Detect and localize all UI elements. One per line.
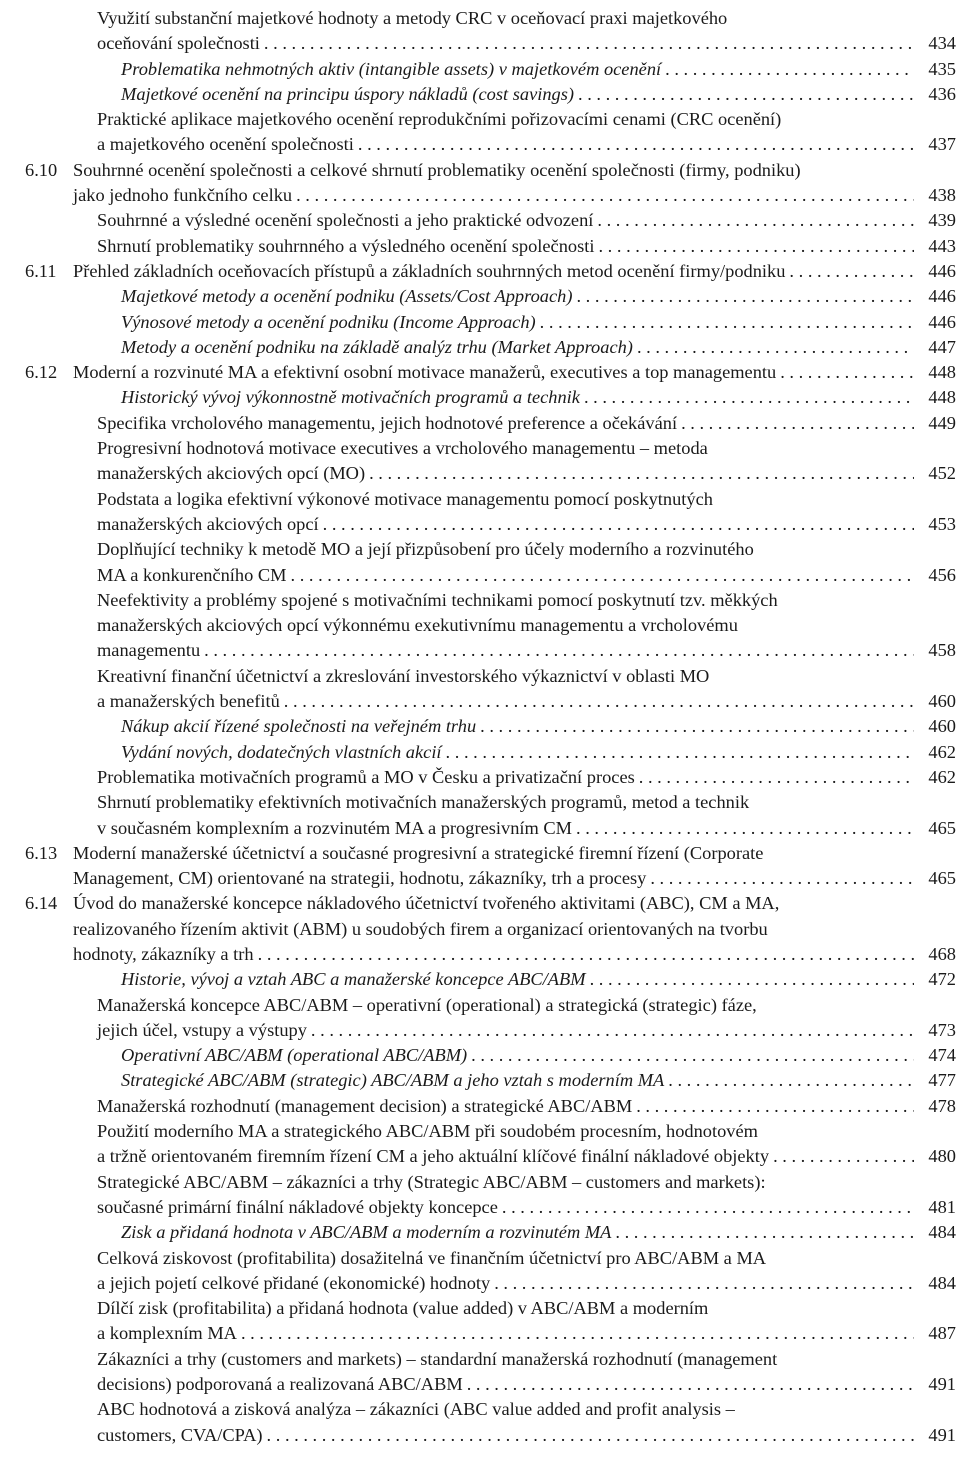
toc-entry[interactable]: [0, 259, 960, 284]
toc-entry[interactable]: [0, 1043, 960, 1068]
entry-title: Přehled základních oceňovacích přístupů a základních souhrnných metod ocenění firmy/podniku: [73, 260, 786, 281]
toc-entry[interactable]: [0, 436, 960, 487]
page-number: 481: [928, 1196, 956, 1217]
toc-entry[interactable]: [0, 310, 960, 335]
toc-line: [0, 436, 960, 461]
toc-entry[interactable]: [0, 1296, 960, 1347]
entry-title: Moderní a rozvinuté MA a efektivní osobní motivace manažerů, executives a top managementu: [73, 362, 777, 383]
toc-line: [0, 158, 960, 183]
dot-leader: [291, 563, 914, 588]
toc-entry[interactable]: [0, 1397, 960, 1448]
entry-title: Progresivní hodnotová motivace executives a vrcholového managementu – metoda: [97, 438, 708, 459]
toc-entry[interactable]: [0, 335, 960, 360]
dot-leader: [615, 1220, 914, 1245]
entry-title: a jejich pojetí celkové přidané (ekonomické) hodnoty: [97, 1272, 491, 1293]
toc-entry[interactable]: [0, 1347, 960, 1398]
page-number: 477: [928, 1070, 956, 1091]
dot-leader: [598, 234, 914, 259]
toc-line: [0, 82, 960, 107]
toc-line: [0, 638, 960, 663]
entry-title: manažerských akciových opcí výkonnému exekutivnímu managementu a vrcholovému: [97, 615, 738, 636]
toc-line: [0, 1043, 960, 1068]
toc-entry[interactable]: [0, 891, 960, 967]
dot-leader: [665, 57, 914, 82]
entry-title: v současném komplexním a rozvinutém MA a progresivním CM: [97, 817, 573, 838]
dot-leader: [502, 1195, 914, 1220]
toc-line: [0, 1423, 960, 1448]
toc-line: [0, 1170, 960, 1195]
toc-line: [0, 360, 960, 385]
entry-title: Celková ziskovost (profitabilita) dosažitelná ve finančním účetnictví pro ABC/ABM a MA: [97, 1247, 767, 1268]
toc-line: [0, 1321, 960, 1346]
entry-title: Specifika vrcholového managementu, jejich hodnotové preference a očekávání: [97, 412, 678, 433]
entry-title: manažerských akciových opcí (MO): [97, 463, 366, 484]
page-number: 447: [928, 336, 956, 357]
page-number: 438: [928, 185, 956, 206]
toc-line: [0, 588, 960, 613]
toc-entry[interactable]: [0, 487, 960, 538]
entry-title: Vydání nových, dodatečných vlastních akcií: [121, 741, 442, 762]
page-number: 480: [928, 1146, 956, 1167]
entry-title: decisions) podporovaná a realizovaná ABC/ABM: [97, 1374, 463, 1395]
entry-title: Využití substanční majetkové hodnoty a metody CRC v oceňovací praxi majetkového: [97, 8, 728, 28]
page-number: 460: [928, 691, 956, 712]
toc-line: [0, 1347, 960, 1372]
dot-leader: [323, 512, 914, 537]
toc-line: [0, 31, 960, 56]
page-number: 465: [928, 868, 956, 889]
dot-leader: [668, 1068, 914, 1093]
section-number: 6.10: [25, 159, 58, 180]
toc-entry[interactable]: [0, 360, 960, 385]
toc-entry[interactable]: [0, 1170, 960, 1221]
entry-title: Historie, vývoj a vztah ABC a manažerské koncepce ABC/ABM: [121, 969, 586, 990]
toc-line: [0, 512, 960, 537]
entry-title: jako jednoho funkčního celku: [73, 185, 293, 206]
entry-title: ABC hodnotová a zisková analýza – zákazníci (ABC value added and profit analysis –: [97, 1399, 735, 1420]
entry-title: a manažerských benefitů: [97, 691, 280, 712]
section-number: 6.13: [25, 842, 58, 863]
dot-leader: [590, 967, 914, 992]
toc-line: [0, 183, 960, 208]
toc-entry[interactable]: [0, 411, 960, 436]
dot-leader: [284, 689, 914, 714]
entry-title: Souhrnné ocenění společnosti a celkové shrnutí problematiky ocenění společnosti (firmy, podniku): [73, 159, 801, 180]
toc-entry[interactable]: [0, 234, 960, 259]
section-number: 6.11: [25, 260, 57, 281]
toc-entry[interactable]: [0, 82, 960, 107]
page-number: 472: [928, 969, 956, 990]
entry-title: Manažerská koncepce ABC/ABM – operativní (operational) a strategická (strategic) fáze,: [97, 994, 757, 1015]
toc-entry[interactable]: [0, 1220, 960, 1245]
entry-title: Operativní ABC/ABM (operational ABC/ABM): [121, 1045, 468, 1066]
entry-title: Kreativní finanční účetnictví a zkreslování investorského výkaznictví v oblasti MO: [97, 665, 710, 686]
entry-title: Management, CM) orientované na strategii, hodnotu, zákazníky, trh a procesy: [73, 868, 647, 889]
toc-line: [0, 537, 960, 562]
dot-leader: [264, 31, 914, 56]
dot-leader: [576, 816, 914, 841]
dot-leader: [681, 411, 914, 436]
toc-line: [0, 563, 960, 588]
toc-line: [0, 1296, 960, 1321]
toc-entry[interactable]: [0, 790, 960, 841]
entry-title: Moderní manažerské účetnictví a současné progresivní a strategické firemní řízení (Corporate: [73, 842, 764, 863]
toc-entry[interactable]: [0, 765, 960, 790]
toc-entry[interactable]: [0, 740, 960, 765]
entry-title: současné primární finální nákladové objekty koncepce: [97, 1196, 498, 1217]
dot-leader: [780, 360, 914, 385]
page-number: 491: [928, 1374, 956, 1395]
entry-title: Praktické aplikace majetkového ocenění reprodukčními pořizovacími cenami (CRC ocenění): [97, 109, 782, 130]
entry-title: Zákazníci a trhy (customers and markets) – standardní manažerská rozhodnutí (management: [97, 1348, 778, 1369]
dot-leader: [636, 1094, 914, 1119]
toc-line: [0, 57, 960, 82]
entry-title: Strategické ABC/ABM – zákazníci a trhy (Strategic ABC/ABM – customers and markets):: [97, 1171, 766, 1192]
page-number: 456: [928, 564, 956, 585]
toc-line: [0, 385, 960, 410]
toc-line: [0, 132, 960, 157]
page-number: 437: [928, 134, 956, 155]
toc-line: [0, 107, 960, 132]
page-number: 465: [928, 817, 956, 838]
entry-title: Úvod do manažerské koncepce nákladového účetnictví tvořeného aktivitami (ABC), CM a MA,: [73, 893, 780, 914]
toc-entry[interactable]: [0, 993, 960, 1044]
toc-line: [0, 208, 960, 233]
toc-entry[interactable]: [0, 57, 960, 82]
toc-line: [0, 1220, 960, 1245]
toc-line: [0, 1246, 960, 1271]
entry-title: Zisk a přidaná hodnota v ABC/ABM a moderním a rozvinutém MA: [121, 1222, 612, 1243]
dot-leader: [773, 1144, 914, 1169]
page-number: 478: [928, 1095, 956, 1116]
entry-title: manažerských akciových opcí: [97, 513, 319, 534]
entry-title: Strategické ABC/ABM (strategic) ABC/ABM a jeho vztah s moderním MA: [121, 1070, 665, 1091]
page-number: 458: [928, 640, 956, 661]
entry-title: Neefektivity a problémy spojené s motivačními technikami pomocí poskytnutí tzv. měkkých: [97, 589, 778, 610]
page-number: 448: [928, 362, 956, 383]
page-number: 452: [928, 463, 956, 484]
toc-entry[interactable]: [0, 6, 960, 57]
toc-entry[interactable]: [0, 1119, 960, 1170]
page-number: 491: [928, 1424, 956, 1445]
page-number: 436: [928, 83, 956, 104]
dot-leader: [258, 942, 914, 967]
entry-title: Majetkové metody a ocenění podniku (Assets/Cost Approach): [121, 286, 573, 307]
toc-line: [0, 841, 960, 866]
toc-line: [0, 1397, 960, 1422]
entry-title: Historický vývoj výkonnostně motivačních programů a technik: [121, 387, 580, 408]
entry-title: hodnoty, zákazníky a trh: [73, 943, 254, 964]
toc-line: [0, 740, 960, 765]
section-number: 6.14: [25, 893, 58, 914]
toc-line: [0, 664, 960, 689]
entry-title: jejich účel, vstupy a výstupy: [97, 1019, 307, 1040]
toc-entry[interactable]: [0, 664, 960, 715]
toc-line: [0, 917, 960, 942]
entry-title: Metody a ocenění podniku na základě analýz trhu (Market Approach): [121, 336, 633, 357]
toc-line: [0, 1271, 960, 1296]
toc-line: [0, 487, 960, 512]
toc-entry[interactable]: [0, 1094, 960, 1119]
toc-entry[interactable]: [0, 284, 960, 309]
entry-title: Dílčí zisk (profitabilita) a přidaná hodnota (value added) v ABC/ABM a moderním: [97, 1298, 709, 1319]
toc-line: [0, 993, 960, 1018]
entry-title: Nákup akcií řízené společnosti na veřejném trhu: [121, 716, 477, 737]
toc-entry[interactable]: [0, 841, 960, 892]
toc-line: [0, 765, 960, 790]
entry-title: Majetkové ocenění na principu úspory nákladů (cost savings): [121, 83, 575, 104]
dot-leader: [576, 284, 914, 309]
dot-leader: [296, 183, 914, 208]
toc-line: [0, 891, 960, 916]
page-number: 473: [928, 1019, 956, 1040]
page-number: 462: [928, 766, 956, 787]
entry-title: Výnosové metody a ocenění podniku (Income Approach): [121, 311, 536, 332]
entry-title: oceňování společnosti: [97, 33, 260, 54]
entry-title: Doplňující techniky k metodě MO a její přizpůsobení pro účely moderního a rozvinutého: [97, 539, 754, 560]
entry-title: MA a konkurenčního CM: [97, 564, 287, 585]
entry-title: Souhrnné a výsledné ocenění společnosti a jeho praktické odvození: [97, 210, 594, 231]
toc-line: [0, 411, 960, 436]
entry-title: customers, CVA/CPA): [97, 1424, 263, 1445]
page-number: 460: [928, 716, 956, 737]
page-number: 484: [928, 1222, 956, 1243]
page-number: 446: [928, 260, 956, 281]
page-number: 446: [928, 286, 956, 307]
toc-line: [0, 234, 960, 259]
entry-title: a majetkového ocenění společnosti: [97, 134, 354, 155]
dot-leader: [467, 1372, 914, 1397]
toc-entry[interactable]: [0, 208, 960, 233]
toc-line: [0, 6, 960, 31]
toc-line: [0, 613, 960, 638]
toc-entry[interactable]: [0, 537, 960, 588]
page-number: 453: [928, 513, 956, 534]
toc-line: [0, 335, 960, 360]
entry-title: Shrnutí problematiky efektivních motivačních manažerských programů, metod a technik: [97, 792, 750, 813]
dot-leader: [637, 335, 914, 360]
page-number: 446: [928, 311, 956, 332]
toc-line: [0, 816, 960, 841]
table-of-contents: [0, 6, 960, 1448]
page-number: 462: [928, 741, 956, 762]
toc-entry[interactable]: [0, 588, 960, 664]
toc-line: [0, 967, 960, 992]
dot-leader: [578, 82, 914, 107]
toc-line: [0, 1068, 960, 1093]
toc-line: [0, 1094, 960, 1119]
toc-line: [0, 1144, 960, 1169]
toc-entry[interactable]: [0, 1246, 960, 1297]
dot-leader: [241, 1321, 914, 1346]
dot-leader: [540, 310, 914, 335]
page-number: 434: [928, 33, 956, 54]
dot-leader: [597, 208, 914, 233]
toc-line: [0, 866, 960, 891]
page-number: 487: [928, 1323, 956, 1344]
toc-line: [0, 1119, 960, 1144]
dot-leader: [789, 259, 914, 284]
dot-leader: [494, 1271, 914, 1296]
page-number: 435: [928, 58, 956, 79]
dot-leader: [369, 461, 914, 486]
toc-line: [0, 461, 960, 486]
page-number: 439: [928, 210, 956, 231]
page-number: 468: [928, 943, 956, 964]
dot-leader: [267, 1423, 914, 1448]
toc-line: [0, 714, 960, 739]
toc-line: [0, 259, 960, 284]
dot-leader: [311, 1018, 914, 1043]
entry-title: Manažerská rozhodnutí (management decision) a strategické ABC/ABM: [97, 1095, 633, 1116]
entry-title: managementu: [97, 640, 201, 661]
dot-leader: [480, 714, 914, 739]
toc-entry[interactable]: [0, 1068, 960, 1093]
entry-title: Problematika nehmotných aktiv (intangible assets) v majetkovém ocenění: [121, 58, 662, 79]
toc-line: [0, 790, 960, 815]
entry-title: a tržně orientovaném firemním řízení CM a jeho aktuální klíčové finální nákladové objekty: [97, 1146, 770, 1167]
toc-line: [0, 942, 960, 967]
entry-title: Problematika motivačních programů a MO v Česku a privatizační proces: [97, 766, 635, 787]
dot-leader: [650, 866, 914, 891]
dot-leader: [584, 385, 914, 410]
dot-leader: [639, 765, 914, 790]
page-number: 474: [928, 1045, 956, 1066]
entry-title: Podstata a logika efektivní výkonové motivace managementu pomocí poskytnutých: [97, 488, 713, 509]
toc-line: [0, 689, 960, 714]
toc-entry[interactable]: [0, 158, 960, 209]
page-number: 443: [928, 235, 956, 256]
toc-line: [0, 1018, 960, 1043]
toc-entry[interactable]: [0, 385, 960, 410]
toc-entry[interactable]: [0, 107, 960, 158]
entry-title: realizovaného řízením aktivit (ABM) u soudobých firem a organizací orientovaných na tvorbu: [73, 918, 768, 939]
entry-title: Shrnutí problematiky souhrnného a výsledného ocenění společnosti: [97, 235, 595, 256]
page-number: 484: [928, 1272, 956, 1293]
toc-entry[interactable]: [0, 714, 960, 739]
toc-line: [0, 1372, 960, 1397]
page-number: 448: [928, 387, 956, 408]
toc-entry[interactable]: [0, 967, 960, 992]
dot-leader: [204, 638, 914, 663]
dot-leader: [446, 740, 914, 765]
toc-line: [0, 284, 960, 309]
dot-leader: [471, 1043, 914, 1068]
toc-line: [0, 310, 960, 335]
page-number: 449: [928, 412, 956, 433]
toc-line: [0, 1195, 960, 1220]
dot-leader: [358, 132, 914, 157]
entry-title: Použití moderního MA a strategického ABC/ABM při soudobém procesním, hodnotovém: [97, 1121, 758, 1142]
section-number: 6.12: [25, 362, 58, 383]
entry-title: a komplexním MA: [97, 1323, 237, 1344]
